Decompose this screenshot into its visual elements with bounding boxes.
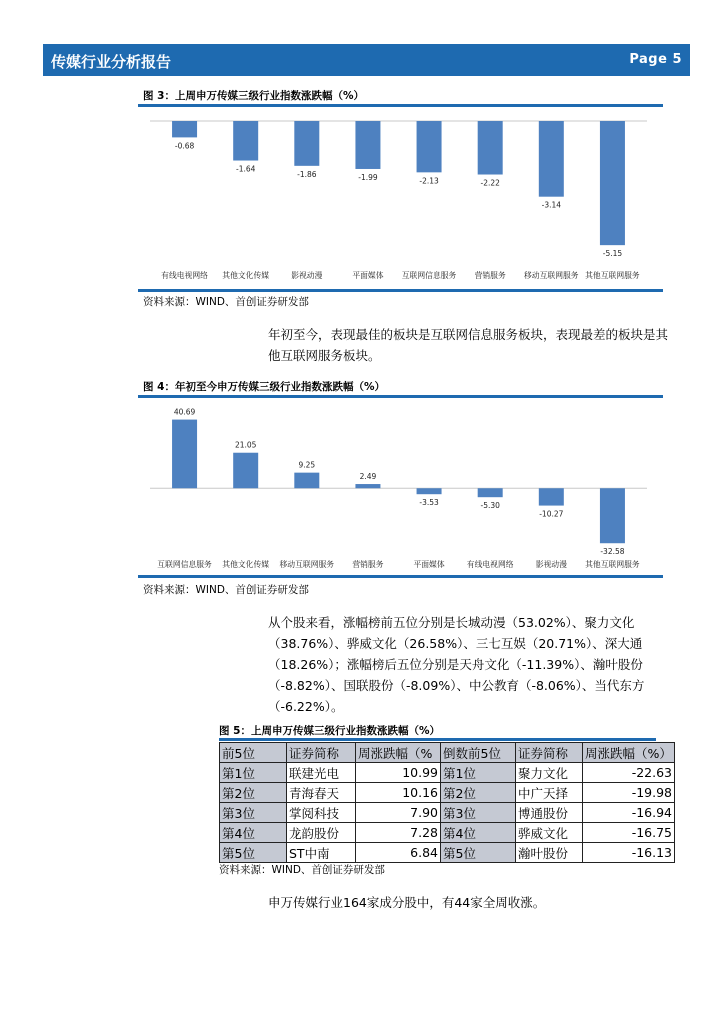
category-label: 互联网信息服务	[157, 560, 212, 569]
table-cell: 联建光电	[287, 763, 356, 783]
table-cell: 第3位	[220, 803, 287, 823]
chart-bar	[355, 484, 380, 488]
table-cell: 7.90	[356, 803, 441, 823]
table-cell: 7.28	[356, 823, 441, 843]
figure3-title: 图 3：上周申万传媒三级行业指数涨跌幅（%）	[143, 90, 364, 102]
chart-bar	[539, 121, 564, 197]
table-row	[220, 783, 675, 803]
category-label: 其他互联网服务	[585, 271, 640, 280]
data-label: 21.05	[234, 440, 257, 450]
data-label: -1.99	[358, 172, 378, 182]
chart-bar	[355, 121, 380, 169]
chart-bar	[478, 488, 503, 497]
table-cell: -16.94	[583, 803, 675, 823]
table-cell: 瀚叶股份	[516, 843, 583, 863]
table-cell: 第5位	[220, 843, 287, 863]
paragraph-constituents: 申万传媒行业164家成分股中，有44家全周收涨。	[268, 895, 546, 910]
table-cell: 第4位	[441, 823, 516, 843]
figure5-top-rule	[219, 738, 656, 741]
category-label: 其他互联网服务	[585, 560, 640, 569]
table-cell: 第1位	[220, 763, 287, 783]
data-label: -5.30	[480, 501, 500, 511]
category-label: 平面媒体	[352, 271, 384, 280]
figure4-bottom-rule	[138, 575, 663, 578]
data-label: -5.15	[602, 249, 623, 259]
figure5-title: 图 5：上周申万传媒三级行业指数涨跌幅（%）	[219, 725, 440, 737]
table-header-cell: 证券简称	[287, 743, 356, 763]
stock-table	[219, 742, 675, 863]
figure3-top-rule	[138, 104, 663, 107]
figure3-bottom-rule	[138, 289, 663, 292]
chart-bar	[600, 121, 625, 245]
table-header-cell: 前5位	[220, 743, 287, 763]
chart-bar	[172, 420, 197, 489]
table-cell: -22.63	[583, 763, 675, 783]
table-cell: 第4位	[220, 823, 287, 843]
table-cell: 龙韵股份	[287, 823, 356, 843]
table-cell: -16.13	[583, 843, 675, 863]
table-header-cell: 倒数前5位	[441, 743, 516, 763]
table-cell: 第3位	[441, 803, 516, 823]
table-cell: 10.16	[356, 783, 441, 803]
category-label: 其他文化传媒	[222, 560, 270, 569]
table-cell: 6.84	[356, 843, 441, 863]
chart-bar	[417, 121, 442, 172]
table-cell: -19.98	[583, 783, 675, 803]
data-label: -3.53	[419, 498, 439, 508]
table-cell: 掌阅科技	[287, 803, 356, 823]
table-cell: 第1位	[441, 763, 516, 783]
category-label: 互联网信息服务	[401, 271, 457, 280]
figure3-chart	[138, 108, 663, 286]
paragraph-year-to-date: 年初至今，表现最佳的板块是互联网信息服务板块，表现最差的板块是其他互联网服务板块。	[268, 327, 669, 363]
category-label: 影视动漫	[291, 271, 323, 280]
data-label: -32.58	[600, 547, 625, 557]
table-row	[220, 803, 675, 823]
chart-bar	[600, 488, 625, 543]
chart-bar	[172, 121, 197, 137]
data-label: -2.22	[480, 178, 500, 188]
page-header	[43, 44, 690, 76]
category-label: 平面媒体	[413, 560, 445, 569]
table-cell: 博通股份	[516, 803, 583, 823]
figure4-chart	[138, 398, 663, 573]
figure4-source: 资料来源：WIND、首创证券研发部	[143, 584, 309, 596]
figure4-chart-svg	[138, 398, 663, 573]
category-label: 有线电视网络	[466, 560, 514, 569]
chart-bar	[233, 453, 258, 489]
chart-bar	[294, 473, 319, 489]
table-row	[220, 763, 675, 783]
chart-bar	[539, 488, 564, 505]
table-header-cell: 周涨跌幅（%	[356, 743, 441, 763]
figure3-source: 资料来源：WIND、首创证券研发部	[143, 296, 309, 308]
category-label: 移动互联网服务	[524, 271, 579, 280]
table-cell: 中广天择	[516, 783, 583, 803]
table-row	[220, 843, 675, 863]
data-label: -2.13	[419, 176, 439, 186]
table-cell: 10.99	[356, 763, 441, 783]
table-cell: ST中南	[287, 843, 356, 863]
table-row	[220, 823, 675, 843]
data-label: 40.69	[173, 407, 196, 417]
chart-bar	[233, 121, 258, 161]
table-cell: 第5位	[441, 843, 516, 863]
category-label: 影视动漫	[535, 560, 567, 569]
chart-bar	[294, 121, 319, 166]
paragraph-stock-movers: 从个股来看，涨幅榜前五位分别是长城动漫（53.02%）、聚力文化（38.76%）、骅威文化（26.58%）、三七互娱（20.71%）、深大通（18.26%）；涨幅榜后五位分别是天舟文化（-11.39%）、瀚叶股份（-8.82%）、国联股份（-8.09%）、中公教育（-8.06%）、当代东方（-6.22%）。	[268, 615, 645, 714]
data-label: 9.25	[298, 460, 316, 470]
table-cell: -16.75	[583, 823, 675, 843]
table-cell: 骅威文化	[516, 823, 583, 843]
table-header-cell: 周涨跌幅（%）	[583, 743, 675, 763]
table-cell: 聚力文化	[516, 763, 583, 783]
page-number: Page 5	[629, 52, 682, 67]
data-label: -1.64	[235, 164, 256, 174]
table-cell: 第2位	[220, 783, 287, 803]
category-label: 移动互联网服务	[279, 560, 335, 569]
data-label: -3.14	[541, 200, 562, 210]
report-title: 传媒行业分析报告	[51, 53, 172, 71]
chart-bar	[478, 121, 503, 175]
data-label: -10.27	[539, 509, 564, 519]
figure5-source: 资料来源：WIND、首创证券研发部	[219, 864, 385, 876]
table-cell: 第2位	[441, 783, 516, 803]
data-label: -1.86	[297, 169, 317, 179]
category-label: 营销服务	[352, 560, 384, 569]
table-header-cell: 证券简称	[516, 743, 583, 763]
category-label: 有线电视网络	[161, 271, 208, 280]
figure4-title: 图 4：年初至今申万传媒三级行业指数涨跌幅（%）	[143, 381, 385, 393]
table-cell: 青海春天	[287, 783, 356, 803]
chart-bar	[417, 488, 442, 494]
data-label: -0.68	[174, 141, 195, 151]
data-label: 2.49	[359, 472, 377, 482]
table-header-row	[220, 743, 675, 763]
category-label: 营销服务	[474, 271, 506, 280]
figure3-chart-svg	[138, 108, 663, 286]
category-label: 其他文化传媒	[222, 271, 270, 280]
